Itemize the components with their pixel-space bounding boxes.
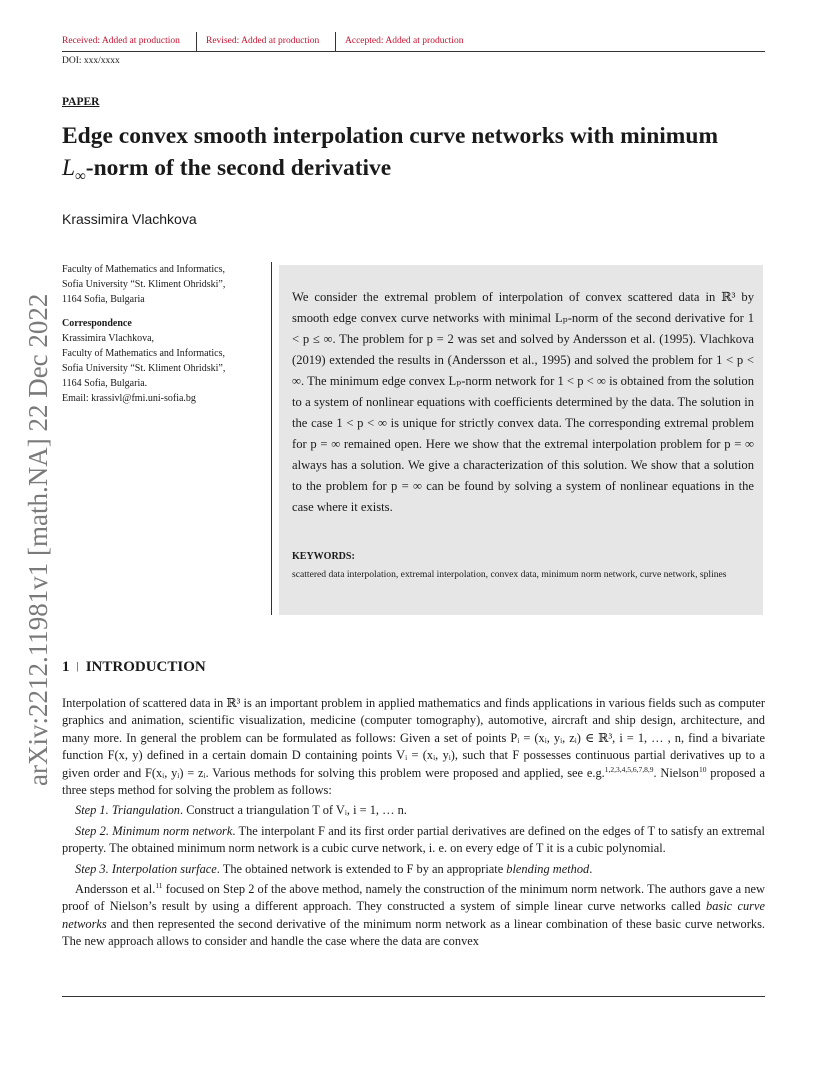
history-bar [62,36,765,50]
citation: 11 [155,880,163,890]
text-run: . [589,861,593,876]
text-run: focused on Step 2 of the above method, namely the construction of the minimum norm network. The authors gave a new proof of Nielson’s result by using a different approach. They constructed a system of simple linear curve networks called [62,882,765,914]
title-line-1: Edge convex smooth interpolation curve networks with minimum [62,123,719,149]
history-rule [62,51,765,52]
abstract-text: We consider the extremal problem of interpolation of convex scattered data in ℝ³ by smooth edge convex curve networks with minimal Lₚ-norm of the second derivative for 1 < p ≤ ∞. The problem for p = 2 was set and solved by Andersson et al. (1995). Vlachkova (2019) extended the results in (Andersson et al., 1995) and solved the problem for 1 < p < ∞. The minimum edge convex Lₚ-norm network for 1 < p < ∞ is obtained from the solution to a system of nonlinear equations with coefficients determined by the data. The solution in the case 1 < p < ∞ is unique for strictly convex data. The corresponding extremal problem for p = ∞ remained open. Here we show that the extremal interpolation problem for p = ∞ always has a solution. We give a characterization of this solution. We show that a solution to the problem for p = ∞ can be found by solving a system of nonlinear equations in the case where it exists. [292,290,754,514]
arxiv-stamp-text: arXiv:2212.11981v1 [math.NA] 22 Dec 2022 [23,293,53,786]
text-run: . Nielson [653,765,699,780]
emphasis: blending method [506,861,590,876]
citation: 1,2,3,4,5,6,7,8,9 [604,764,654,774]
correspondence-line: 1164 Sofia, Bulgaria. [62,378,148,389]
paragraph [62,823,765,858]
abstract-box [279,265,763,615]
revised-date: Revised: Added at production [206,36,320,46]
title-norm-subscript: ∞ [75,168,86,185]
paragraph [62,861,765,878]
title-line-2-text: -norm of the second derivative [85,155,392,181]
text-run: Andersson et al. [75,882,156,897]
paragraph [62,695,765,799]
section-divider: | [76,660,79,672]
keywords: scattered data interpolation, extremal interpolation, convex data, minimum norm network, curve network, splines [292,569,727,580]
received-date: Received: Added at production [62,36,180,46]
affiliation-line: Faculty of Mathematics and Informatics, [62,264,226,275]
text-run: Interpolation of scattered data in ℝ³ is an important problem in applied mathematics and finds applications in various fields such as computer graphics and animation, scientific visualization, medicine (computer tomography), automotive, aircraft and ship design, architecture, and many more. In general the problem can be formulated as follows: Given a set of points Pᵢ = (xᵢ, yᵢ, zᵢ) ∈ ℝ³, i = 1, … , n, find a bivariate function F(x, y) defined in a certain domain D containing points Vᵢ = (xᵢ, yᵢ), such that F possesses continuous partial derivatives up to a given order and F(xᵢ, yᵢ) = zᵢ. Various methods for solving this problem were proposed and applied, see e.g. [62,696,765,780]
section-number: 1 [62,659,70,675]
paragraph [62,802,765,819]
history-divider [335,32,336,52]
correspondence-heading: Correspondence [62,318,132,329]
column-divider [271,262,272,615]
text-run: proposed a three steps method for solving the problem as follows: [62,765,766,798]
arxiv-stamp [18,256,58,786]
paragraph [62,881,765,951]
text-run: . The obtained network is extended to F by an appropriate [216,861,507,876]
step-label: Step 3. Interpolation surface [75,861,217,876]
section-heading [62,659,206,676]
doi: DOI: xxx/xxxx [62,56,120,66]
accepted-date: Accepted: Added at production [345,36,464,46]
step-label: Step 2. Minimum norm network [75,823,233,838]
paper-type: PAPER [62,96,100,108]
emphasis: basic curve networks [62,899,765,931]
correspondence-line: Sofia University “St. Kliment Ohridski”, [62,363,226,374]
correspondence-line: Faculty of Mathematics and Informatics, [62,348,226,359]
history-divider [196,32,197,52]
text-run: . Construct a triangulation T of Vᵢ, i = 1, … n. [180,803,407,818]
title-norm-symbol: L [62,155,76,181]
section-title: INTRODUCTION [85,659,206,675]
title-line-2 [62,152,772,184]
keywords-heading: KEYWORDS: [292,551,355,562]
email: Email: krassivl@fmi.uni-sofia.bg [62,393,196,404]
text-run: and then represented the second derivative of the minimum norm network as a linear combination of these basic curve networks. The new approach allows to consider and handle the case where the data are convex [62,916,765,949]
step-label: Step 1. Triangulation [75,803,180,818]
text-run: . The interpolant F and its first order partial derivatives are defined on the edges of T to satisfy an extremal property. The obtained minimum norm network is a cubic curve network, i. e. on every edge of T it is a cubic polynomial. [62,823,766,856]
citation: 10 [698,764,707,774]
footer-rule [62,996,765,997]
affiliation-line: Sofia University “St. Kliment Ohridski”, [62,279,226,290]
correspondence-line: Krassimira Vlachkova, [62,333,155,344]
introduction-body [62,695,765,951]
paper-title [62,120,772,184]
affiliation-line: 1164 Sofia, Bulgaria [62,294,145,305]
affiliation-block [62,262,262,406]
author: Krassimira Vlachkova [62,211,197,227]
